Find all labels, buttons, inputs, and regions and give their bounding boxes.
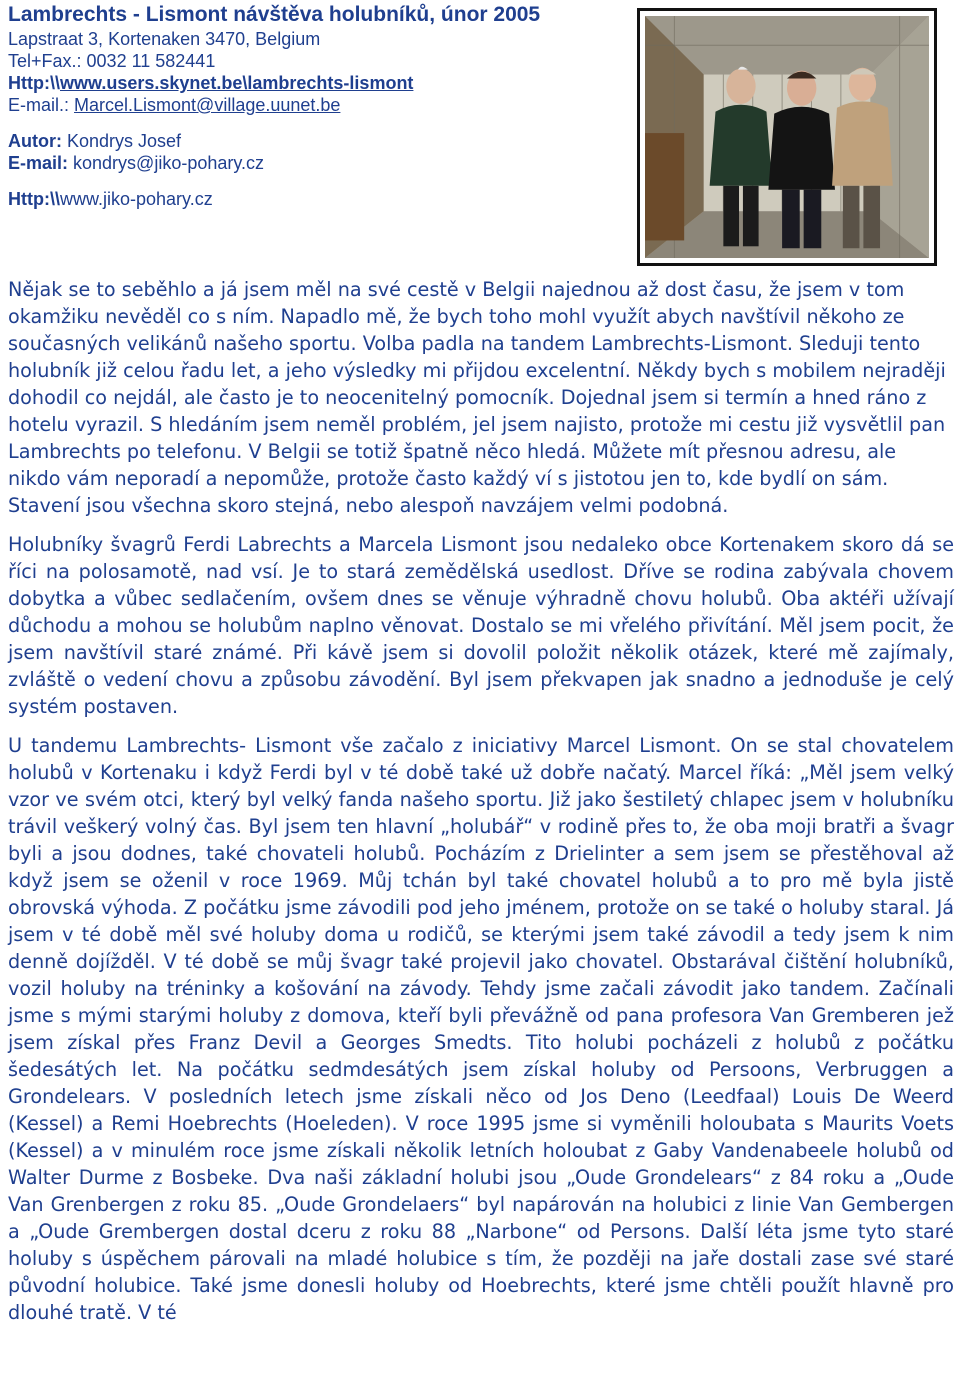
author-email-line [8, 152, 618, 174]
website-link[interactable]: www.users.skynet.be\lambrechts-lismont [59, 73, 414, 93]
paragraph-lofts: Holubníky švagrů Ferdi Labrechts a Marcela Lismont jsou nedaleko obce Kortenakem skoro dá se říci na polosamotě, nad vsí. Je to stará zemědělská usedlost. Dříve se rodina zabývala chovem dobytka a vůbec sedlačením, ovšem dnes se věnuje výhradně chovu holubů. Oba aktéři užívají důchodu a mohou se holubům naplno věnovat. Dostalo se mi vřelého přivítání. Měl jsem pocit, že jsem navštívil staré známé. Při kávě jsem si dovolil položit několik otázek, které mě zajímaly, zvláště o vedení chovu a způsobu závodění. Byl jsem překvapen jak snadno a jednoduše je celý systém postaven. [8, 533, 954, 718]
paragraph-history: U tandemu Lambrechts- Lismont vše začalo z iniciativy Marcel Lismont. On se stal chovatelem holubů v Kortenaku i když Ferdi byl v té době také už dobře načatý. Marcel říká: „Měl jsem velký vzor ve svém otci, který byl velký fanda našeho sportu. Již jako šestiletý chlapec jsem v holubníku trávil veškerý volný čas. Byl jsem ten hlavní „holubář“ v rodině přes to, že oba moji bratři a švagr byli a jsou dodnes, také chovateli holubů. Pocházím z Drielinter a sem jsem se přestěhoval až když jsem se oženil v roce 1969. Můj tchán byl také chovatel holubů a to pro mě byla jistě obrovská výhoda. Z počátku jsme závodili pod jeho jménem, protože on se také o holuby staral. Já jsem v té době měl své holuby doma u rodičů, se kterými jsem také závodil a tedy jsem k nim denně dojížděl. V té době se můj švagr také projevil jako chovatel. Obstarával čištění holubníků, vozil holuby na tréninky a košování na závody. Tehdy jsme začali závodit jako tandem. Začínali jsme s mými starými holuby z domova, kteří byli převážně od pana profesora Van Gremberen jež jsem získal přes Franz Devil a Georges Smedts. Tito holubi pocházeli z holubů z počátku šedesátých let. Na počátku sedmdesátých jsem získal holuby od Persoons, Verbruggen a Grondelears. V posledních letech jsme získali něco od Jos Deno (Leedfaal) Louis De Weerd (Kessel) a Remi Hoebrechts (Hoeleden). V roce 1995 jsme si vyměnili holoubata s Maurits Voets (Kessel) a v minulém roce jsme získali několik letních holoubat z Gaby Vandenabeele holubů od Walter Durme z Bosbeke. Dva naši základní holubi jsou „Oude Grondelears“ z 84 roku a „Oude Van Grenbergen z roku 85. „Oude Grondelaers“ byl napárován na holubici z linie Van Gembergen a „Oude Grembergen dostal dceru z roku 88 „Narbone“ od Persons. Další léta jsme tyto staré holuby s úspěchem párovali na mladé holubice s tím, že později na jaře dostali zase své staré původní holubice. Také jsme donesli holuby od Hoebrechts, které jsme chtěli použít hlavně pro dlouhé tratě. V té [8, 734, 954, 1324]
author-label: Autor: [8, 131, 62, 151]
article-body [8, 276, 954, 1338]
photo-illustration [645, 16, 929, 258]
author-website-line [8, 188, 618, 210]
document-title: Lambrechts - Lismont návštěva holubníků, únor 2005 [8, 3, 541, 26]
website-prefix: Http:\\ [8, 73, 60, 93]
author-line [8, 130, 618, 152]
author-name: Kondrys Josef [61, 131, 182, 151]
author-email[interactable]: kondrys@jiko-pohary.cz [68, 153, 265, 173]
author-website-link[interactable]: www.jiko-pohary.cz [59, 189, 213, 209]
address-line: Lapstraat 3, Kortenaken 3470, Belgium [8, 29, 321, 49]
paragraph-intro: Nějak se to seběhlo a já jsem měl na své cestě v Belgii najednou až dost času, že jsem v tom okamžiku nevěděl co s ním. Napadlo mě, že bych toho mohl využít abych navštívil někoho ze současných velikánů našeho sportu. Volba padla na tandem Lambrechts-Lismont. Sleduji tento holubník již celou řadu let, a jeho výsledky mi přijdou excelentní. Někdy bych s mobilem nejraději dohodil co nejdál, ale často je to neocenitelný pomocník. Dojednal jsem si termín a hned ráno z hotelu vyrazil. S hledáním jsem neměl problém, jel jsem najisto, protože mi cestu již vysvětlil pan Lambrechts po telefonu. V Belgii se totiž špatně něco hledá. Můžete mít přesnou adresu, ale nikdo vám neporadí a nepomůže, protože často každý ví s jistotou jen to, kde bydlí on sám. Stavení jsou všechna skoro stejná, nebo alespoň navzájem velmi podobná. [8, 278, 946, 517]
email-prefix: E-mail.: [8, 95, 75, 115]
website-line [8, 72, 618, 94]
author-website-prefix: Http:\\ [8, 189, 60, 209]
email-link[interactable]: Marcel.Lismont@village.uunet.be [74, 95, 341, 115]
email-line [8, 94, 618, 116]
header-block [8, 2, 618, 210]
photo-three-men [637, 8, 937, 266]
author-email-label: E-mail: [8, 153, 69, 173]
phone-line: Tel+Fax.: 0032 11 582441 [8, 51, 216, 71]
